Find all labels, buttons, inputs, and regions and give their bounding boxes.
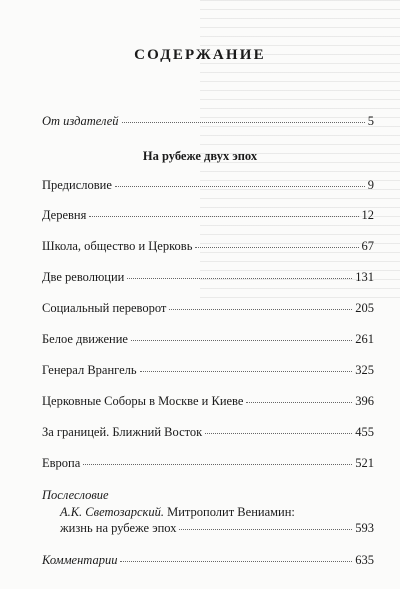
toc-entry-page: 131 [355,270,374,284]
afterword-author: А.К. Светозарский. [60,505,164,519]
toc-entry [42,363,374,378]
toc-entry [42,425,374,440]
toc-entry-label: Комментарии [42,553,118,567]
toc-entry-label: Социальный переворот [42,301,167,315]
afterword-label: Послесловие [42,488,109,502]
toc-entry-page: 635 [355,553,374,567]
toc-entry-label: За границей. Ближний Восток [42,425,203,439]
toc-entry-page: 325 [355,363,374,377]
toc-leader [122,121,365,123]
toc-entry-page: 205 [355,301,374,315]
toc-leader [195,246,358,248]
toc-entry [42,239,374,254]
afterword-line1 [60,505,295,520]
toc-entry-page: 9 [367,178,374,192]
toc-entry-label: Школа, общество и Церковь [42,239,193,253]
toc-entry-label: Европа [42,456,81,470]
toc-leader [89,215,358,217]
page-title: СОДЕРЖАНИЕ [134,47,266,63]
toc-entry-page: 67 [361,239,374,253]
toc-entry-label: Белое движение [42,332,128,346]
toc-entry [60,521,374,536]
toc-entry-label: Деревня [42,208,87,222]
toc-leader [131,339,352,341]
toc-entry [42,114,374,129]
toc-entry [42,394,374,409]
toc-entry [42,208,374,223]
toc-leader [179,528,352,530]
toc-entry [42,456,374,471]
afterword-title-line1: Митрополит Вениамин: [167,505,295,519]
toc-leader [127,277,352,279]
toc-entry [42,178,374,193]
toc-entry [42,332,374,347]
toc-entry [42,301,374,316]
toc-entry-label: От издателей [42,114,119,128]
toc-entry-label: Генерал Врангель [42,363,137,377]
toc-leader [140,370,353,372]
toc-entry-page: 396 [355,394,374,408]
toc-entry-page: 521 [355,456,374,470]
toc-leader [205,432,352,434]
afterword-title-line2: жизнь на рубеже эпох [60,521,177,535]
toc-entry-page: 455 [355,425,374,439]
toc-entry-page: 5 [367,114,374,128]
toc-leader [169,308,352,310]
toc-entry-page: 12 [361,208,374,222]
toc-leader [120,560,352,562]
toc-leader [83,463,352,465]
toc-entry-label: Предисловие [42,178,112,192]
toc-entry [42,553,374,568]
toc-leader [246,401,352,403]
toc-leader [115,185,365,187]
toc-entry-label: Церковные Соборы в Москве и Киеве [42,394,244,408]
toc-entry-label: Две революции [42,270,125,284]
toc-entry-page: 593 [355,521,374,535]
section-heading: На рубеже двух эпох [142,149,258,163]
toc-entry-page: 261 [355,332,374,346]
toc-entry [42,270,374,285]
